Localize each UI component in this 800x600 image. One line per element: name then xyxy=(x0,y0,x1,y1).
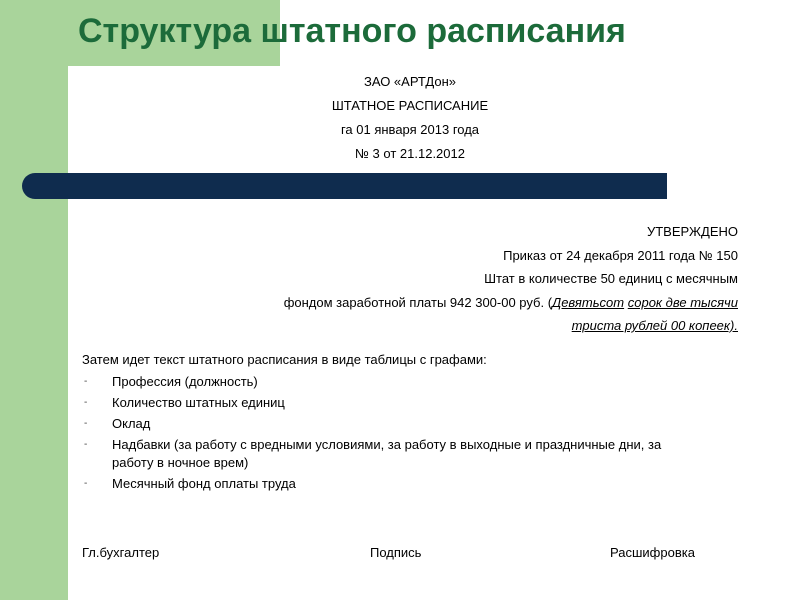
dash-bullet-icon: - xyxy=(84,397,88,408)
company-name: ЗАО «АРТДон» xyxy=(363,74,457,89)
approval-order: Приказ от 24 декабря 2011 года № 150 xyxy=(503,247,738,263)
dash-bullet-icon: - xyxy=(84,478,88,489)
signature-label: Подпись xyxy=(370,545,422,560)
dash-bullet-icon: - xyxy=(84,376,88,387)
slide-title: Структура штатного расписания xyxy=(78,12,626,50)
divider-bar xyxy=(22,173,667,199)
approval-fund-line-2 xyxy=(138,314,738,338)
fund-words-3: триста рублей 00 копеек). xyxy=(571,318,738,333)
decoding-label: Расшифровка xyxy=(610,545,695,560)
list-item-text: Оклад xyxy=(112,416,151,431)
approval-fund-line xyxy=(138,291,738,315)
list-item-text: Месячный фонд оплаты труда xyxy=(112,476,296,491)
document-header xyxy=(260,70,560,166)
list-item xyxy=(82,415,702,433)
body-intro: Затем идет текст штатного расписания в виде таблицы с графами: xyxy=(82,352,487,367)
list-item-text: Надбавки (за работу с вредными условиями, за работу в выходные и праздничные дни, за работу в ночное врем) xyxy=(112,437,662,470)
document-number: № 3 от 21.12.2012 xyxy=(355,146,465,161)
list-item-text: Профессия (должность) xyxy=(112,374,258,389)
dash-bullet-icon: - xyxy=(84,439,88,450)
list-item xyxy=(82,394,702,412)
approval-staff: Штат в количестве 50 единиц с месячным xyxy=(484,271,738,286)
document-name: ШТАТНОЕ РАСПИСАНИЕ xyxy=(331,98,489,113)
document-date: га 01 января 2013 года xyxy=(340,122,480,137)
fund-words-2: сорок две тысячи xyxy=(627,294,738,310)
list-item xyxy=(82,436,702,472)
list-item xyxy=(82,373,702,391)
list-item xyxy=(82,475,702,493)
columns-list xyxy=(82,373,702,496)
list-item-text: Количество штатных единиц xyxy=(112,395,285,410)
fund-prefix: фондом заработной платы 942 300-00 руб. ( xyxy=(283,294,553,310)
accountant-label: Гл.бухгалтер xyxy=(82,545,160,560)
approval-block xyxy=(138,220,738,338)
approval-heading: УТВЕРЖДЕНО xyxy=(646,224,738,239)
left-green-band xyxy=(0,0,68,600)
fund-words-1: Девятьсот xyxy=(552,294,625,310)
dash-bullet-icon: - xyxy=(84,418,88,429)
